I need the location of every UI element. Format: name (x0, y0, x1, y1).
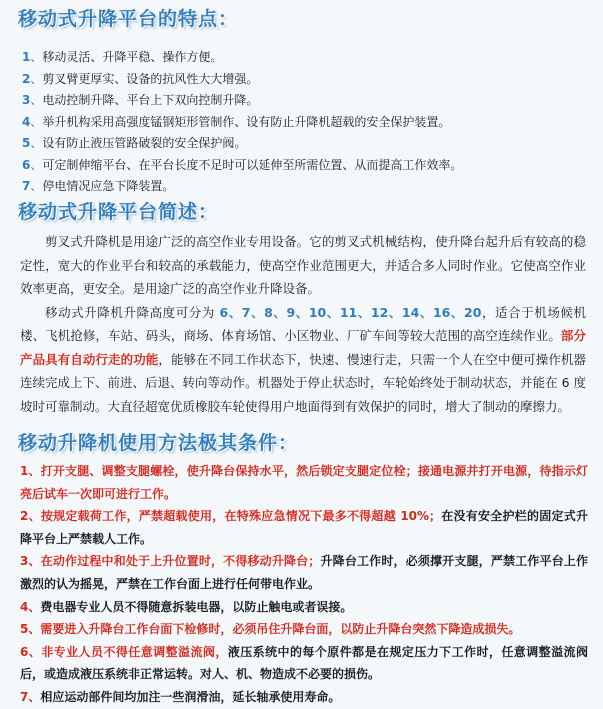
item-warning-text: 非专业人员不得任意调整溢流阀， (41, 644, 228, 659)
item-separator: 、 (30, 71, 43, 86)
item-separator: 、 (28, 554, 41, 569)
item-text: 移动灵活、升降平稳、操作方便。 (42, 50, 223, 64)
item-number: 3 (20, 554, 29, 569)
item-number: 4 (22, 114, 31, 129)
overview-text (20, 230, 586, 418)
item-number: 6 (22, 157, 31, 172)
list-item (22, 69, 462, 91)
item-text: 在没有安全护栏的固定式升降平台上严禁载人工作。 (20, 509, 588, 546)
item-separator: 、 (28, 509, 41, 524)
item-separator: 、 (28, 464, 41, 478)
list-item (20, 596, 588, 619)
item-text: 费电器专业人员不得随意拆装电器，以防止触电或者误接。 (40, 599, 353, 614)
features-list (22, 47, 462, 198)
overview-heading: 移动式升降平台简述： (18, 201, 219, 223)
item-separator: 、 (30, 50, 43, 64)
list-item (22, 155, 462, 177)
item-text: 升降台工作时，必须撑开支腿，严禁工作平台上作激烈的认为摇晃，严禁在工作台面上进行任何带电作业。 (20, 554, 588, 591)
item-number: 4 (20, 599, 29, 614)
item-number: 2 (22, 71, 31, 86)
auto-walk-highlight: 部分产品具有自动行走的功能 (20, 328, 586, 367)
item-text: 剪叉臂更厚实、设备的抗风性大大增强。 (42, 71, 259, 86)
list-item (20, 618, 588, 641)
item-text: 设有防止液压管路破裂的安全保护阀。 (42, 136, 247, 150)
item-number: 1 (20, 464, 29, 478)
list-item (20, 460, 588, 505)
item-number: 1 (22, 50, 31, 64)
heights-values: 6、7、8、9、10、11、12、14、16、20 (219, 304, 482, 320)
item-separator: 、 (28, 689, 41, 704)
item-text: 可定制伸缩平台、在平台长度不足时可以延伸至所需位置、从而提高工作效率。 (42, 157, 463, 172)
features-heading: 移动式升降平台的特点： (18, 8, 239, 30)
item-separator: 、 (28, 599, 41, 614)
list-item (22, 47, 462, 69)
overview-paragraph-1: 剪叉式升降机是用途广泛的高空作业专用设备。它的剪叉式机械结构，使升降台起升后有较高的稳定性，宽大的作业平台和较高的承载能力，使高空作业范围更大，并适合多人同时作业。它使高空作业效率更高，更安全。是用途广泛的高空作业升降设备。 (20, 234, 586, 296)
overview-paragraph-2 (20, 301, 586, 419)
item-number: 5 (22, 136, 31, 150)
item-number: 3 (22, 93, 31, 107)
list-item (20, 505, 588, 550)
item-separator: 、 (30, 136, 43, 150)
usage-heading: 移动升降机使用方法极其条件： (18, 432, 299, 454)
operation-text: ，能够在不同工作状态下，快速、慢速行走，只需一个人在空中便可操作机器连续完成上下、前进、后退、转向等动作。机器处于停止状态时，车轮始终处于制动状态，并能在 6 度坡时可靠制动。大直径超宽优质橡胶车轮使得用户地面得到有效保护的同时，增大了制动的摩擦力。 (20, 351, 586, 414)
item-number: 6 (20, 644, 29, 659)
item-separator: 、 (30, 157, 43, 172)
item-text: 停电情况应急下降装置。 (42, 179, 175, 193)
usage-list (20, 460, 588, 709)
list-item (22, 133, 462, 155)
item-number: 7 (20, 689, 29, 704)
item-text: 举升机构采用高强度锰钢矩形管制作、设有防止升降机超载的安全保护装置。 (42, 114, 451, 129)
item-text: 相应运动部件间均加注一些润滑油，延长轴承使用寿命。 (40, 689, 341, 704)
item-separator: 、 (28, 644, 42, 659)
heights-intro: 移动式升降机升降高度可分为 (45, 304, 220, 320)
list-item (20, 550, 588, 595)
applications-text: ，适合于机场候机楼、飞机抢修，车站、码头，商场、体育场馆、小区物业、厂矿车间等较大范围的高空连续作业。 (20, 304, 586, 343)
item-separator: 、 (30, 114, 43, 129)
item-separator: 、 (30, 179, 43, 193)
list-item (22, 112, 462, 134)
list-item (20, 641, 588, 686)
item-warning-text: 在动作过程中和处于上升位置时，不得移动升降台； (40, 554, 321, 569)
item-text: 液压系统中的每个原件都是在规定压力下工作时，任意调整溢流阀后，或造成液压系统非正常运转。对人、机、物造成不必要的损伤。 (20, 644, 588, 682)
list-item (22, 90, 462, 112)
list-item (22, 176, 462, 198)
item-number: 5 (20, 622, 29, 637)
item-number: 7 (22, 179, 31, 193)
item-separator: 、 (30, 93, 43, 107)
item-warning-text: 按规定载荷工作，严禁超载使用，在特殊应急情况下最多不得超越 10%； (40, 509, 442, 524)
list-item (20, 686, 588, 709)
item-warning-text: 需要进入升降台工作台面下检修时，必须吊住升降台面，以防止升降台突然下降造成损失。 (40, 622, 521, 637)
item-separator: 、 (28, 622, 41, 637)
item-text: 电动控制升降、平台上下双向控制升降。 (42, 93, 259, 107)
item-number: 2 (20, 509, 29, 524)
item-warning-text: 打开支腿、调整支腿螺栓，使升降台保持水平，然后锁定支腿定位栓；接通电源并打开电源，待指示灯亮后试车一次即可进行工作。 (20, 464, 588, 501)
